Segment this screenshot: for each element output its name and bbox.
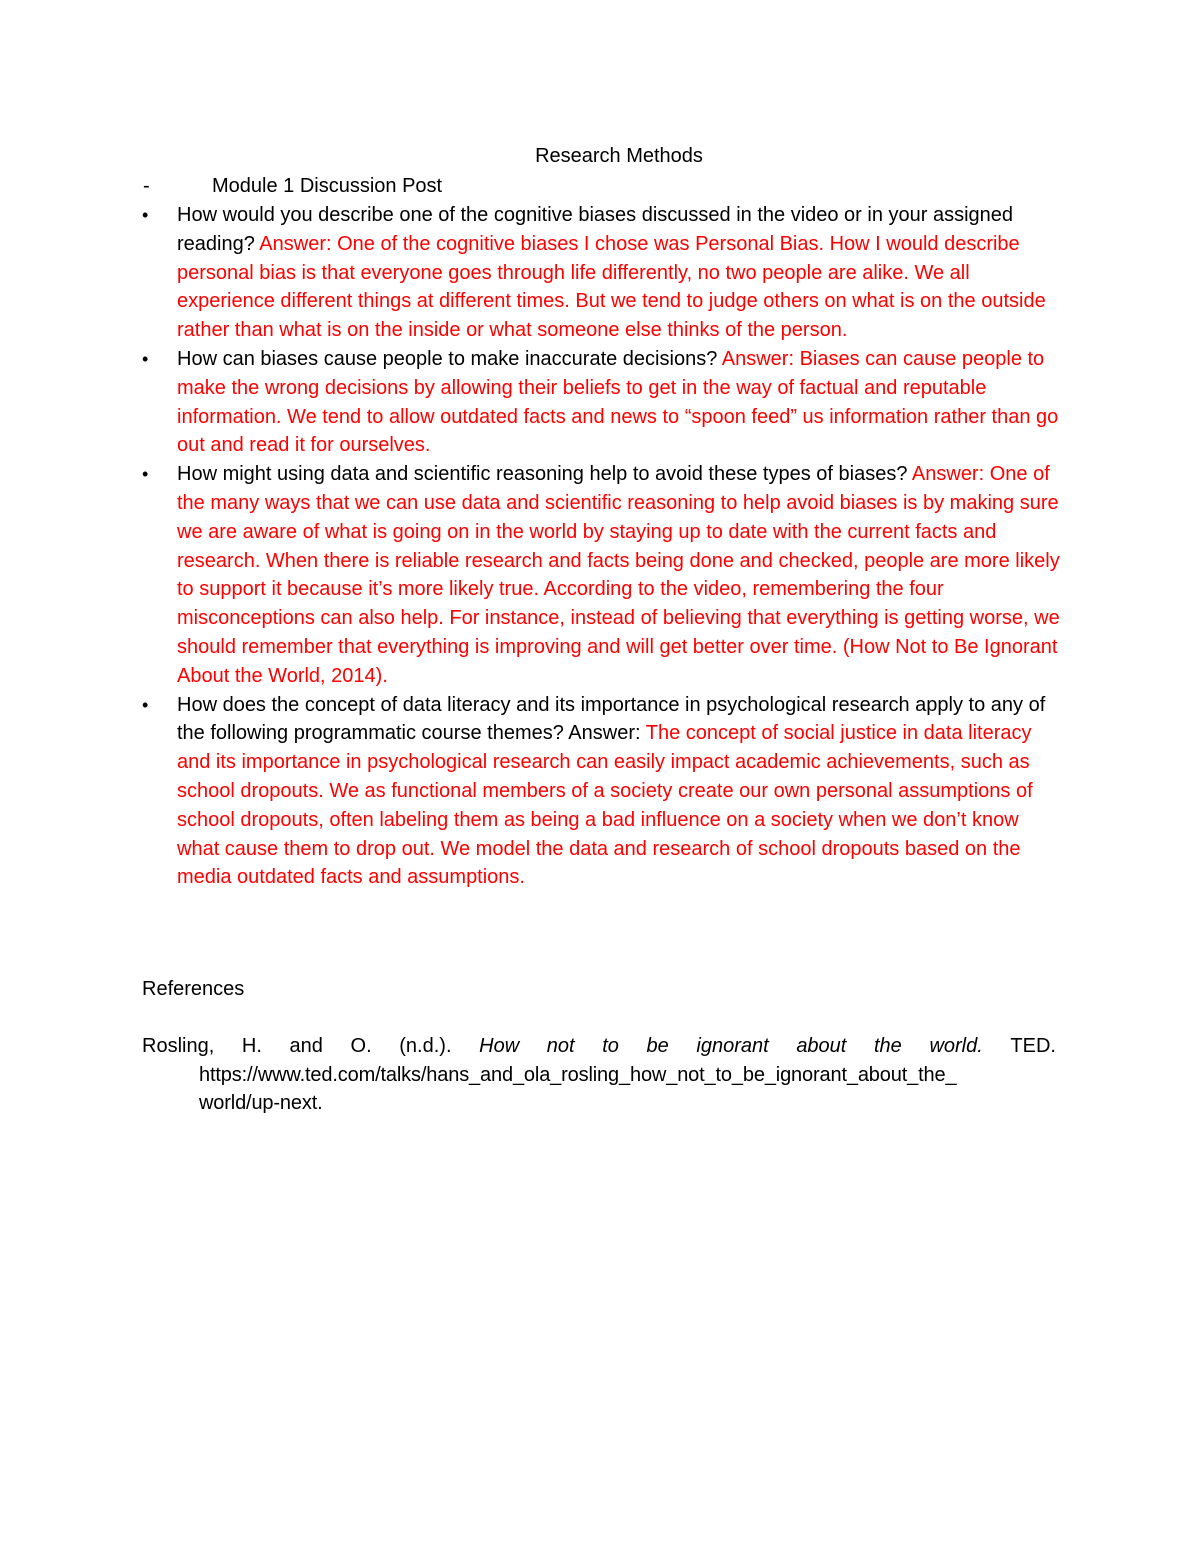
reference-citation-line <box>142 1032 1056 1061</box>
answer-text: Answer: Biases can cause people to make the wrong decisions by allowing their beliefs to get in the way of factual and reputable information. We tend to allow outdated facts and news to “spoon feed” us information rather than go out and read it for ourselves. <box>177 347 1059 457</box>
reference-url-block <box>142 1061 1056 1118</box>
document-title: Research Methods <box>535 145 703 167</box>
question-text: How can biases cause people to make inaccurate decisions? <box>177 347 722 370</box>
references-heading: References <box>142 978 245 1000</box>
question-list <box>142 201 1060 892</box>
reference-word: Rosling, <box>142 1035 215 1057</box>
reference-word: the <box>874 1035 902 1057</box>
dash-marker: - <box>143 175 150 197</box>
bullet-icon: • <box>142 205 149 225</box>
reference-word: not <box>546 1035 575 1057</box>
reference-word: world. <box>929 1035 983 1057</box>
reference-word: O. <box>350 1035 372 1057</box>
reference-word: H. <box>241 1035 262 1057</box>
bullet-icon: • <box>142 694 149 715</box>
question-text: How would you describe one of the cognitive biases discussed in the video or in your assigned reading? <box>177 204 1014 255</box>
list-item <box>142 691 1060 893</box>
list-item <box>142 345 1060 460</box>
subheading-row <box>143 172 442 200</box>
reference-word: be <box>646 1035 669 1057</box>
reference-url-link[interactable]: https://www.ted.com/talks/hans_and_ola_rosling_how_not_to_be_ignorant_about_the_ <box>199 1063 957 1086</box>
list-item <box>142 201 1060 345</box>
reference-url-link-continued[interactable]: world/up-next. <box>199 1092 323 1114</box>
bullet-icon: • <box>142 464 149 485</box>
question-text: How might using data and scientific reasoning help to avoid these types of biases? <box>177 463 912 486</box>
answer-text: Answer: One of the many ways that we can use data and scientific reasoning to help avoid biases is by making sure we are aware of what is going on in the world by staying up to date with the current facts and research. When there is reliable research and facts being done and checked, people are more likely to support it because it’s more likely true. According to the video, remembering the four misconceptions can also help. For instance, instead of believing that everything is getting worse, we should remember that everything is improving and will get better over time. (How Not to Be Ignorant About the World, 2014). <box>177 463 1060 687</box>
bullet-icon: • <box>142 348 149 369</box>
reference-word: TED. <box>1010 1035 1056 1057</box>
reference-word: ignorant <box>696 1035 769 1057</box>
module-subheading: Module 1 Discussion Post <box>212 175 443 197</box>
reference-word: How <box>479 1035 520 1057</box>
reference-entry <box>142 1032 1056 1118</box>
reference-word: to <box>602 1035 619 1057</box>
reference-word: about <box>796 1035 847 1057</box>
answer-text: Answer: One of the cognitive biases I chose was Personal Bias. How I would describe personal bias is that everyone goes through life differently, no two people are alike. We all experience different things at different times. But we tend to judge others on what is on the outside rather than what is on the inside or what someone else thinks of the person. <box>177 232 1046 342</box>
reference-word: and <box>289 1035 323 1057</box>
question-text: How does the concept of data literacy and its importance in psychological research apply to any of the following programmatic course themes? Answer: <box>177 693 1046 745</box>
list-item <box>142 460 1060 690</box>
reference-word: (n.d.). <box>399 1035 452 1057</box>
answer-text: The concept of social justice in data literacy and its importance in psychological research can easily impact academic achievements, such as school dropouts. We as functional members of a society create our own personal assumptions of school dropouts, often labeling them as being a bad influence on a society when we don’t know what cause them to drop out. We model the data and research of school dropouts based on the media outdated facts and assumptions. <box>177 722 1033 889</box>
